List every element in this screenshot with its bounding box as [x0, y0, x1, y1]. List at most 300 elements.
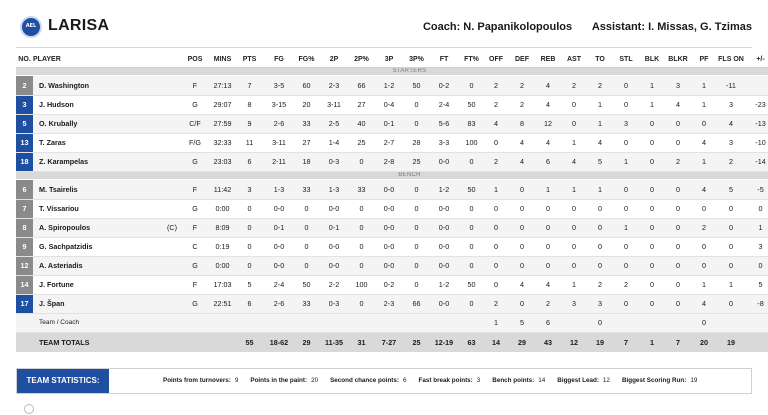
- stat-pm: 3: [745, 237, 768, 256]
- stat-off: 0: [483, 237, 509, 256]
- stat-to: 4: [587, 133, 613, 152]
- stat-pm: -10: [745, 133, 768, 152]
- column-header: AST: [561, 52, 587, 67]
- stat-flson: 5: [717, 180, 745, 199]
- stat-pos: G: [181, 199, 209, 218]
- stat-stl: 0: [613, 256, 639, 275]
- team-stat-label: Bench points:: [492, 377, 535, 384]
- player-row[interactable]: [16, 256, 768, 275]
- totals-to: 19: [587, 332, 613, 352]
- stat-stl: 0: [613, 95, 639, 114]
- player-row[interactable]: [16, 133, 768, 152]
- team-coach-fgp: [295, 313, 318, 332]
- stat-blkr: 0: [665, 133, 691, 152]
- stat-mins: 27:13: [209, 76, 236, 95]
- stat-mins: 0:00: [209, 256, 236, 275]
- player-name-text: J. Hudson: [39, 100, 74, 109]
- stat-pf: 4: [691, 294, 717, 313]
- stat-p3p: 0: [405, 256, 428, 275]
- stat-reb: 12: [535, 114, 561, 133]
- stat-blkr: 2: [665, 152, 691, 171]
- stat-fgp: 18: [295, 152, 318, 171]
- stat-p2: 1-4: [318, 133, 350, 152]
- player-row[interactable]: [16, 152, 768, 171]
- team-coach-stl: [613, 313, 639, 332]
- team-coach-p3p: [405, 313, 428, 332]
- stat-pf: 4: [691, 133, 717, 152]
- column-header: REB: [535, 52, 561, 67]
- stat-blk: 0: [639, 180, 665, 199]
- player-name-text: G. Sachpatzidis: [39, 242, 93, 251]
- player-name: [33, 114, 181, 133]
- team-totals-row: [16, 332, 768, 352]
- stat-mins: 29:07: [209, 95, 236, 114]
- stat-flson: 0: [717, 199, 745, 218]
- player-row[interactable]: [16, 199, 768, 218]
- totals-label: TEAM TOTALS: [33, 332, 181, 352]
- stat-reb: 4: [535, 95, 561, 114]
- team-stat-item: [492, 369, 545, 393]
- jersey-number: 13: [16, 133, 33, 152]
- team-logo-text: AEL: [25, 23, 37, 29]
- column-header: FT: [428, 52, 460, 67]
- stat-def: 0: [509, 199, 535, 218]
- stat-off: 0: [483, 199, 509, 218]
- stat-reb: 4: [535, 133, 561, 152]
- team-stat-value: 9: [234, 377, 239, 384]
- stat-ast: 1: [561, 133, 587, 152]
- column-header: 2P%: [350, 52, 373, 67]
- stat-def: 0: [509, 294, 535, 313]
- stat-p3: 0-4: [373, 95, 405, 114]
- stat-ft: 1-2: [428, 180, 460, 199]
- stat-fgp: 0: [295, 218, 318, 237]
- stat-to: 2: [587, 275, 613, 294]
- player-name: [33, 275, 181, 294]
- stat-pts: 9: [236, 114, 263, 133]
- column-header: NO.: [16, 52, 33, 67]
- stat-p2p: 40: [350, 114, 373, 133]
- stat-off: 2: [483, 76, 509, 95]
- team-coach-blk: [639, 313, 665, 332]
- stat-off: 1: [483, 180, 509, 199]
- stat-p2p: 33: [350, 180, 373, 199]
- totals-fg: 18-62: [263, 332, 295, 352]
- stat-ftp: 50: [460, 180, 483, 199]
- stat-p2p: 0: [350, 152, 373, 171]
- team-coach-p2: [318, 313, 350, 332]
- stat-fg: 2-6: [263, 294, 295, 313]
- stat-off: 0: [483, 256, 509, 275]
- stat-pm: -23: [745, 95, 768, 114]
- column-header: BLKR: [665, 52, 691, 67]
- stat-off: 2: [483, 294, 509, 313]
- stat-blkr: 0: [665, 199, 691, 218]
- totals-pf: 20: [691, 332, 717, 352]
- player-name-text: D. Washington: [39, 80, 90, 90]
- team-stat-label: Points from turnovers:: [163, 377, 231, 384]
- team-coach-row: [16, 313, 768, 332]
- team-stat-value: 12: [602, 377, 610, 384]
- stat-blk: 0: [639, 152, 665, 171]
- stat-blk: 1: [639, 76, 665, 95]
- starters-section: [16, 67, 768, 76]
- stat-p2p: 0: [350, 256, 373, 275]
- stat-pts: 3: [236, 180, 263, 199]
- totals-p3p: 25: [405, 332, 428, 352]
- stat-ft: 0-2: [428, 76, 460, 95]
- stat-pos: G: [181, 256, 209, 275]
- team-stat-label: Biggest Scoring Run:: [621, 377, 687, 384]
- stat-pf: 0: [691, 256, 717, 275]
- totals-pm: [745, 332, 768, 352]
- player-row[interactable]: [16, 95, 768, 114]
- stat-to: 5: [587, 152, 613, 171]
- stat-p2p: 0: [350, 237, 373, 256]
- team-coach-no: [16, 313, 33, 332]
- stat-blkr: 0: [665, 218, 691, 237]
- team-stat-label: Second chance points:: [330, 377, 400, 384]
- stat-flson: 3: [717, 133, 745, 152]
- stat-off: 2: [483, 95, 509, 114]
- stat-pts: 7: [236, 76, 263, 95]
- coach-label: Coach:: [422, 21, 461, 33]
- stat-blkr: 3: [665, 76, 691, 95]
- stat-def: 0: [509, 180, 535, 199]
- stat-fgp: 60: [295, 76, 318, 95]
- player-row[interactable]: [16, 76, 768, 95]
- team-coach-p3: [373, 313, 405, 332]
- stat-reb: 0: [535, 256, 561, 275]
- stat-p2: 0-0: [318, 256, 350, 275]
- assistant-names: I. Missas, G. Tzimas: [648, 21, 752, 33]
- player-name: [33, 180, 181, 199]
- stat-p3: 2-3: [373, 294, 405, 313]
- stat-ft: 0-0: [428, 218, 460, 237]
- jersey-number: 18: [16, 152, 33, 171]
- jersey-number: 8: [16, 218, 33, 237]
- team-coach-blkr: [665, 313, 691, 332]
- stat-ftp: 0: [460, 76, 483, 95]
- coaching-staff: [423, 21, 752, 33]
- stat-pos: F: [181, 180, 209, 199]
- stat-reb: 0: [535, 199, 561, 218]
- team-stat-value: 6: [403, 377, 407, 384]
- player-name: [33, 95, 181, 114]
- stat-blk: 1: [639, 95, 665, 114]
- team-stat-label: Biggest Lead:: [557, 377, 599, 384]
- stat-pos: G: [181, 294, 209, 313]
- column-header: FLS ON: [717, 52, 745, 67]
- stat-pm: -14: [745, 152, 768, 171]
- stat-p2p: 100: [350, 275, 373, 294]
- stat-def: 2: [509, 95, 535, 114]
- team-coach-off: 1: [483, 313, 509, 332]
- stat-pm: 5: [745, 275, 768, 294]
- column-header: 3P%: [405, 52, 428, 67]
- stat-p2p: 27: [350, 95, 373, 114]
- stat-flson: 0: [717, 294, 745, 313]
- stat-pos: G: [181, 95, 209, 114]
- totals-fgp: 29: [295, 332, 318, 352]
- stat-pts: 5: [236, 275, 263, 294]
- team-coach-ft: [428, 313, 460, 332]
- jersey-number: 2: [16, 76, 33, 95]
- stat-blk: 0: [639, 275, 665, 294]
- stat-pm: 0: [745, 256, 768, 275]
- team-coach-def: 5: [509, 313, 535, 332]
- stat-ft: 5-6: [428, 114, 460, 133]
- stat-blkr: 0: [665, 275, 691, 294]
- stat-flson: 4: [717, 114, 745, 133]
- stat-blkr: 0: [665, 294, 691, 313]
- stat-p2: 0-1: [318, 218, 350, 237]
- totals-stl: 7: [613, 332, 639, 352]
- stat-pf: 1: [691, 76, 717, 95]
- stat-ft: 0-0: [428, 294, 460, 313]
- team-stat-value: 14: [538, 377, 546, 384]
- player-row[interactable]: [16, 275, 768, 294]
- team-coach-to: 0: [587, 313, 613, 332]
- stat-blk: 0: [639, 218, 665, 237]
- corner-circle-icon: [24, 404, 34, 414]
- stat-pm: [745, 76, 768, 95]
- box-score-table: [16, 52, 768, 352]
- stat-reb: 0: [535, 237, 561, 256]
- stat-flson: 3: [717, 95, 745, 114]
- stat-off: 0: [483, 133, 509, 152]
- totals-ft: 12-19: [428, 332, 460, 352]
- stat-stl: 1: [613, 152, 639, 171]
- totals-pos: [181, 332, 209, 352]
- stat-mins: 22:51: [209, 294, 236, 313]
- stat-def: 8: [509, 114, 535, 133]
- stat-to: 0: [587, 237, 613, 256]
- jersey-number: 14: [16, 275, 33, 294]
- stat-def: 4: [509, 133, 535, 152]
- jersey-number: 5: [16, 114, 33, 133]
- stat-mins: 32:33: [209, 133, 236, 152]
- stat-pf: 0: [691, 237, 717, 256]
- stat-reb: 0: [535, 218, 561, 237]
- player-name: [33, 133, 181, 152]
- stat-flson: 0: [717, 256, 745, 275]
- player-row[interactable]: [16, 294, 768, 313]
- stat-flson: 0: [717, 237, 745, 256]
- stat-p3p: 0: [405, 199, 428, 218]
- stat-fg: 3-11: [263, 133, 295, 152]
- stat-fg: 2-4: [263, 275, 295, 294]
- stat-fgp: 27: [295, 133, 318, 152]
- player-name: [33, 294, 181, 313]
- jersey-number: 6: [16, 180, 33, 199]
- team-stat-value: 3: [476, 377, 481, 384]
- stat-pos: F: [181, 218, 209, 237]
- stat-pf: 1: [691, 275, 717, 294]
- stat-fgp: 50: [295, 275, 318, 294]
- stat-blk: 0: [639, 256, 665, 275]
- stat-ftp: 0: [460, 294, 483, 313]
- stat-pm: 0: [745, 199, 768, 218]
- column-header: PLAYER: [33, 52, 181, 67]
- stat-blk: 0: [639, 114, 665, 133]
- column-header: PF: [691, 52, 717, 67]
- stat-ast: 3: [561, 294, 587, 313]
- team-coach-ftp: [460, 313, 483, 332]
- stat-pos: F: [181, 275, 209, 294]
- coach-name: N. Papanikolopoulos: [463, 21, 573, 33]
- stat-reb: 4: [535, 76, 561, 95]
- stat-mins: 27:59: [209, 114, 236, 133]
- totals-p3: 7-27: [373, 332, 405, 352]
- stat-stl: 1: [613, 218, 639, 237]
- stat-reb: 2: [535, 294, 561, 313]
- team-stat-item: [557, 369, 610, 393]
- stat-fg: 0-1: [263, 218, 295, 237]
- stat-stl: 0: [613, 294, 639, 313]
- stat-pf: 0: [691, 114, 717, 133]
- totals-blk: 1: [639, 332, 665, 352]
- column-header: BLK: [639, 52, 665, 67]
- team-stat-label: Fast break points:: [418, 377, 473, 384]
- stat-fg: 3-5: [263, 76, 295, 95]
- jersey-number: 17: [16, 294, 33, 313]
- stat-flson: 1: [717, 275, 745, 294]
- column-header: FT%: [460, 52, 483, 67]
- stat-blkr: 0: [665, 237, 691, 256]
- stat-fgp: 33: [295, 294, 318, 313]
- stat-ftp: 0: [460, 256, 483, 275]
- column-header: FG%: [295, 52, 318, 67]
- stat-def: 2: [509, 76, 535, 95]
- stat-ftp: 50: [460, 95, 483, 114]
- player-name-text: Z. Karampelas: [39, 157, 89, 166]
- team-coach-reb: 6: [535, 313, 561, 332]
- stat-p3: 0-0: [373, 237, 405, 256]
- team-stat-value: 20: [311, 377, 319, 384]
- stat-p3p: 28: [405, 133, 428, 152]
- team-stat-item: [250, 369, 318, 393]
- totals-pts: 55: [236, 332, 263, 352]
- stat-mins: 17:03: [209, 275, 236, 294]
- stat-def: 0: [509, 237, 535, 256]
- stat-pts: 0: [236, 237, 263, 256]
- stat-pm: 1: [745, 218, 768, 237]
- stat-p3: 0-0: [373, 199, 405, 218]
- stat-stl: 2: [613, 275, 639, 294]
- stat-ft: 0-0: [428, 199, 460, 218]
- stat-fgp: 20: [295, 95, 318, 114]
- stat-off: 2: [483, 152, 509, 171]
- stat-def: 4: [509, 152, 535, 171]
- stat-pts: 0: [236, 199, 263, 218]
- stat-blkr: 0: [665, 256, 691, 275]
- team-coach-p2p: [350, 313, 373, 332]
- jersey-number: 12: [16, 256, 33, 275]
- stat-mins: 0:19: [209, 237, 236, 256]
- stat-p3p: 66: [405, 294, 428, 313]
- stat-blk: 0: [639, 199, 665, 218]
- player-name: [33, 76, 181, 95]
- stat-def: 0: [509, 218, 535, 237]
- column-header: FG: [263, 52, 295, 67]
- stat-pf: 4: [691, 180, 717, 199]
- column-header: MINS: [209, 52, 236, 67]
- stat-p2: 0-0: [318, 199, 350, 218]
- stat-mins: 23:03: [209, 152, 236, 171]
- team-coach-pts: [236, 313, 263, 332]
- stat-pos: C/F: [181, 114, 209, 133]
- team-coach-pf: 0: [691, 313, 717, 332]
- stat-ast: 2: [561, 76, 587, 95]
- stat-pos: F/G: [181, 133, 209, 152]
- player-name: [33, 256, 181, 275]
- stat-to: 1: [587, 180, 613, 199]
- stat-to: 1: [587, 95, 613, 114]
- jersey-number: 7: [16, 199, 33, 218]
- stat-reb: 4: [535, 275, 561, 294]
- totals-blkr: 7: [665, 332, 691, 352]
- stat-ft: 1-2: [428, 275, 460, 294]
- stat-p3p: 0: [405, 114, 428, 133]
- stat-fgp: 0: [295, 256, 318, 275]
- stat-p3p: 0: [405, 237, 428, 256]
- player-name-text: J. Fortune: [39, 280, 74, 289]
- captain-badge: (C): [167, 223, 177, 232]
- column-header-row: [16, 52, 768, 67]
- totals-flson: 19: [717, 332, 745, 352]
- totals-off: 14: [483, 332, 509, 352]
- team-statistics-items: [163, 369, 709, 393]
- player-row[interactable]: [16, 218, 768, 237]
- stat-p2p: 25: [350, 133, 373, 152]
- stat-off: 0: [483, 218, 509, 237]
- stat-pf: 1: [691, 152, 717, 171]
- player-row[interactable]: [16, 114, 768, 133]
- team-logo: [20, 16, 42, 38]
- stat-fgp: 0: [295, 199, 318, 218]
- stat-p3: 1-2: [373, 76, 405, 95]
- bench-section: [16, 171, 768, 180]
- player-name-text: T. Vissariou: [39, 204, 79, 213]
- assistant-label: Assistant:: [591, 21, 645, 33]
- stat-p3p: 0: [405, 218, 428, 237]
- team-stat-label: Points in the paint:: [250, 377, 308, 384]
- stat-def: 0: [509, 256, 535, 275]
- stat-fg: 2-6: [263, 114, 295, 133]
- player-row[interactable]: [16, 180, 768, 199]
- stat-flson: 0: [717, 218, 745, 237]
- starters-section-cell: [16, 67, 768, 76]
- stat-reb: 6: [535, 152, 561, 171]
- player-name-text: M. Tsairelis: [39, 184, 78, 194]
- stat-p2p: 66: [350, 76, 373, 95]
- team-coach-name: Team / Coach: [33, 313, 181, 332]
- stat-ft: 2-4: [428, 95, 460, 114]
- stat-p3: 0-1: [373, 114, 405, 133]
- stat-mins: 11:42: [209, 180, 236, 199]
- player-row[interactable]: [16, 237, 768, 256]
- stat-off: 0: [483, 275, 509, 294]
- stat-p3p: 0: [405, 275, 428, 294]
- stat-ft: 0-0: [428, 152, 460, 171]
- stat-pts: 6: [236, 152, 263, 171]
- team-stat-item: [622, 369, 697, 393]
- stat-stl: 0: [613, 76, 639, 95]
- stat-mins: 8:09: [209, 218, 236, 237]
- stat-to: 3: [587, 294, 613, 313]
- stat-p2: 2-3: [318, 76, 350, 95]
